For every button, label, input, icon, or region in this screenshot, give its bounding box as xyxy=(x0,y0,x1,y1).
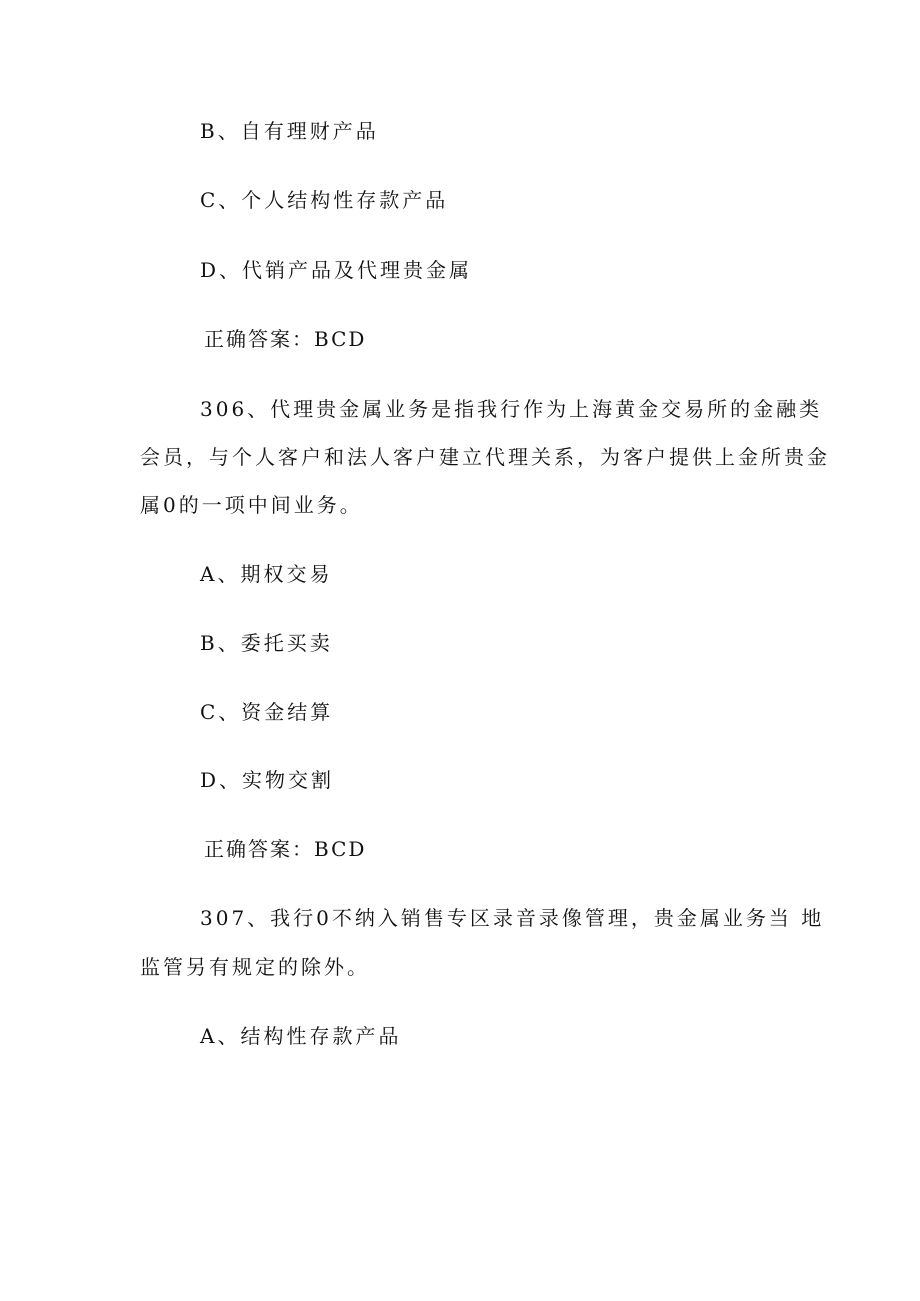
q307-text-line-2: 监管另有规定的除外。 xyxy=(140,955,370,979)
q306-option-b: B、委托买卖 xyxy=(200,631,333,655)
q306-answer: 正确答案：BCD xyxy=(204,837,367,861)
q307-option-a: A、结构性存款产品 xyxy=(200,1024,402,1048)
q305-option-d: D、代销产品及代理贵金属 xyxy=(200,258,473,282)
q306-text-line-2: 会员，与个人客户和法人客户建立代理关系，为客户提供上金所贵金 xyxy=(140,445,830,469)
q305-option-b: B、自有理财产品 xyxy=(200,119,379,143)
q306-text-line-3: 属0的一项中间业务。 xyxy=(140,493,363,517)
q305-answer: 正确答案：BCD xyxy=(204,327,367,351)
q306-option-c: C、资金结算 xyxy=(200,700,334,724)
q307-text-line-1: 307、我行0不纳入销售专区录音录像管理，贵金属业务当 地 xyxy=(200,906,825,930)
q305-option-c: C、个人结构性存款产品 xyxy=(200,188,449,212)
q306-option-d: D、实物交割 xyxy=(200,768,335,792)
q306-option-a: A、期权交易 xyxy=(200,562,333,586)
q306-text-line-1: 306、代理贵金属业务是指我行作为上海黄金交易所的金融类 xyxy=(200,397,823,421)
